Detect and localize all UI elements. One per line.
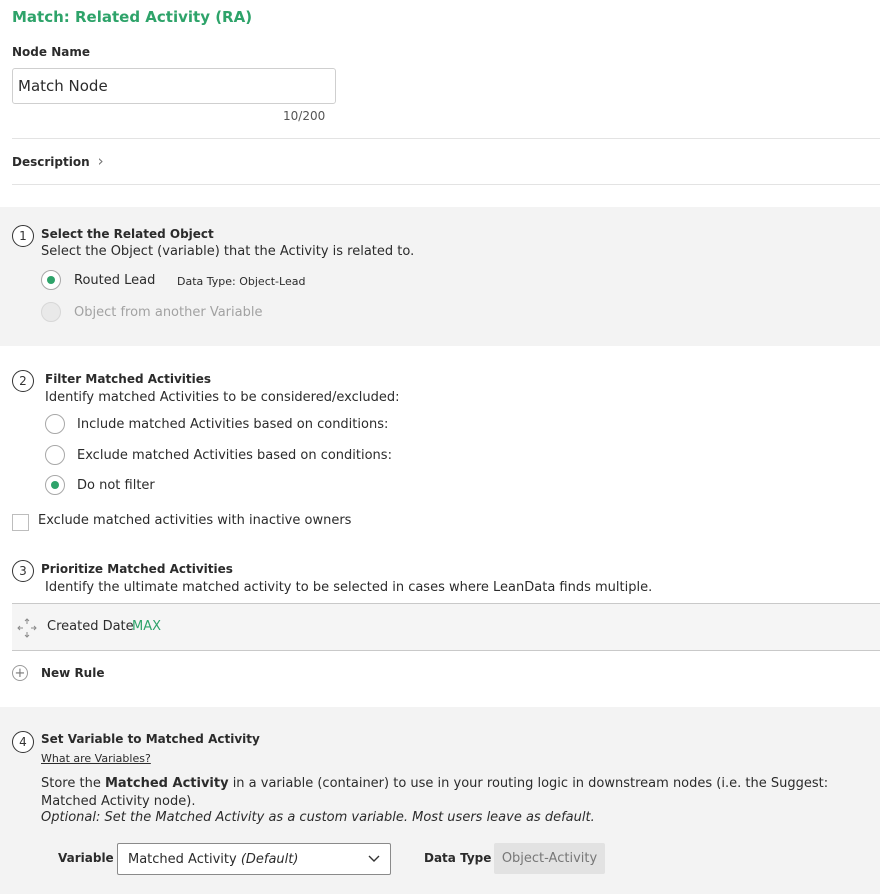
body-text: in a variable (container) to use in your routing logic in downstream nodes (i.e. the Suggest: Matched Activity node). (41, 776, 829, 809)
drag-handle-icon[interactable] (16, 617, 38, 639)
variable-select[interactable] (117, 843, 391, 875)
step4-body (41, 775, 877, 811)
character-counter: 10/200 (283, 109, 326, 123)
radio-object-from-variable[interactable] (41, 302, 61, 322)
step3-title: Prioritize Matched Activities (41, 562, 233, 576)
variable-value: Matched Activity (128, 851, 237, 867)
step4-title: Set Variable to Matched Activity (41, 732, 260, 746)
step2-subtitle: Identify matched Activities to be considered/excluded: (45, 390, 400, 405)
option-label: Include matched Activities based on conditions: (77, 417, 389, 432)
option-label: Object from another Variable (74, 305, 263, 320)
option-label: Do not filter (77, 478, 155, 493)
radio-routed-lead[interactable] (41, 270, 61, 290)
node-name-label: Node Name (12, 45, 90, 59)
radio-do-not-filter[interactable] (45, 475, 65, 495)
rule-field: Created Date (47, 619, 134, 634)
new-rule-button[interactable] (12, 665, 104, 681)
step-number-1: 1 (12, 225, 34, 247)
step2-title: Filter Matched Activities (45, 372, 212, 386)
what-are-variables-link[interactable]: What are Variables? (41, 752, 151, 765)
optional-note: Optional: Set the Matched Activity as a custom variable. Most users leave as default. (41, 810, 595, 825)
step3-subtitle: Identify the ultimate matched activity to be selected in cases where LeanData finds multiple. (45, 580, 653, 595)
data-type-text: Data Type: Object-Lead (177, 275, 306, 288)
checkbox-label: Exclude matched activities with inactive owners (38, 513, 352, 528)
plus-icon: + (12, 665, 28, 681)
step-number-2: 2 (12, 370, 34, 392)
chevron-down-icon (368, 855, 380, 863)
variable-default-tag: (Default) (240, 851, 299, 867)
exclude-inactive-owners-checkbox[interactable] (12, 514, 29, 531)
divider (12, 184, 880, 185)
body-bold-text: Matched Activity (104, 776, 229, 791)
page-title: Match: Related Activity (RA) (12, 8, 253, 26)
variable-label: Variable (58, 851, 114, 865)
node-name-input[interactable] (12, 68, 336, 104)
radio-include-conditions[interactable] (45, 414, 65, 434)
data-type-value: Object-Activity (494, 843, 605, 874)
description-label: Description (12, 154, 90, 169)
priority-rule-row[interactable] (12, 603, 880, 651)
body-text: Store the (41, 776, 105, 791)
option-label: Exclude matched Activities based on conditions: (77, 448, 392, 463)
rule-order[interactable]: MAX (132, 619, 162, 634)
step-number-3: 3 (12, 560, 34, 582)
step1-subtitle: Select the Object (variable) that the Activity is related to. (41, 244, 415, 259)
step1-title: Select the Related Object (41, 227, 214, 241)
variable-select-value (128, 852, 298, 867)
chevron-right-icon: › (97, 152, 104, 170)
step-number-4: 4 (12, 731, 34, 753)
option-label: Routed Lead (74, 273, 156, 288)
divider (12, 138, 880, 139)
description-toggle[interactable] (12, 154, 104, 169)
radio-exclude-conditions[interactable] (45, 445, 65, 465)
data-type-label: Data Type (424, 851, 492, 865)
new-rule-label: New Rule (41, 666, 105, 680)
